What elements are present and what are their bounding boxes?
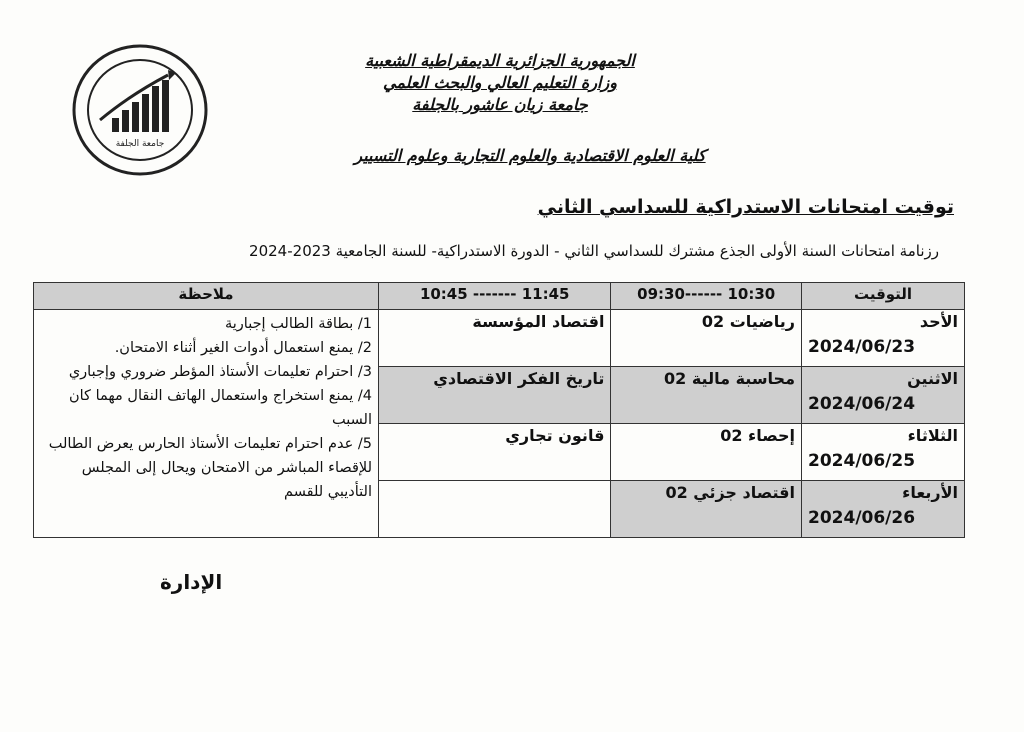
table-row: [34, 310, 965, 367]
slot2-cell: اقتصاد المؤسسة: [379, 310, 611, 367]
note-item: 3/ احترام تعليمات الأستاذ المؤطر ضروري وإجباري: [68, 364, 372, 380]
header-ministry-block: [300, 50, 700, 116]
note-item: 1/ بطاقة الطالب إجبارية: [224, 316, 372, 332]
header-slot1: 09:30------ 10:30: [611, 283, 802, 310]
day-cell: [802, 367, 965, 424]
note-item: 4/ يمنع استخراج واستعمال الهاتف النقال مهما كان السبب: [68, 388, 372, 428]
table-header-row: [34, 283, 965, 310]
logo-text: جامعة الجلفة: [115, 139, 165, 149]
page-subtitle: رزنامة امتحانات السنة الأولى الجذع مشترك للسداسي الثاني - الدورة الاستدراكية- للسنة الجامعية 2023-2024: [249, 242, 939, 260]
day-name: الاثنين: [907, 369, 958, 388]
republic-name: الجمهورية الجزائرية الديمقراطية الشعبية: [365, 51, 635, 70]
day-cell: [802, 424, 965, 481]
exam-schedule-table: [33, 282, 965, 538]
notes-cell: [34, 310, 379, 538]
university-logo-icon: [70, 40, 210, 180]
header-timing: التوقيت: [802, 283, 965, 310]
day-date: 2024/06/24: [808, 394, 916, 414]
day-name: الأربعاء: [902, 483, 958, 502]
slot1-cell: رياضيات 02: [611, 310, 802, 367]
note-item: 2/ يمنع استعمال أدوات الغير أثناء الامتحان.: [114, 340, 372, 356]
day-cell: [802, 481, 965, 538]
administration-signature: الإدارة: [160, 570, 223, 594]
day-name: الأحد: [919, 312, 958, 331]
slot2-cell: تاريخ الفكر الاقتصادي: [379, 367, 611, 424]
ministry-name: وزارة التعليم العالي والبحث العلمي: [383, 73, 617, 92]
day-date: 2024/06/23: [808, 337, 916, 357]
slot1-cell: إحصاء 02: [611, 424, 802, 481]
university-name: جامعة زيان عاشور بالجلفة: [412, 95, 588, 114]
day-date: 2024/06/26: [808, 508, 916, 528]
day-date: 2024/06/25: [808, 451, 916, 471]
day-name: الثلاثاء: [907, 426, 958, 445]
header-slot2: 10:45 ------- 11:45: [379, 283, 611, 310]
note-item: 5/ عدم احترام تعليمات الأستاذ الحارس يعرض الطالب للإقصاء المباشر من الامتحان ويحال إلى المجلس التأديبي للقسم: [48, 436, 372, 500]
slot2-cell: [379, 481, 611, 538]
day-cell: [802, 310, 965, 367]
page-title: توقيت امتحانات الاستدراكية للسداسي الثاني: [537, 196, 954, 218]
slot1-cell: محاسبة مالية 02: [611, 367, 802, 424]
slot2-cell: قانون تجاري: [379, 424, 611, 481]
faculty-name: كلية العلوم الاقتصادية والعلوم التجارية وعلوم التسيير: [354, 146, 706, 165]
header-notes: ملاحظة: [34, 283, 379, 310]
slot1-cell: اقتصاد جزئي 02: [611, 481, 802, 538]
